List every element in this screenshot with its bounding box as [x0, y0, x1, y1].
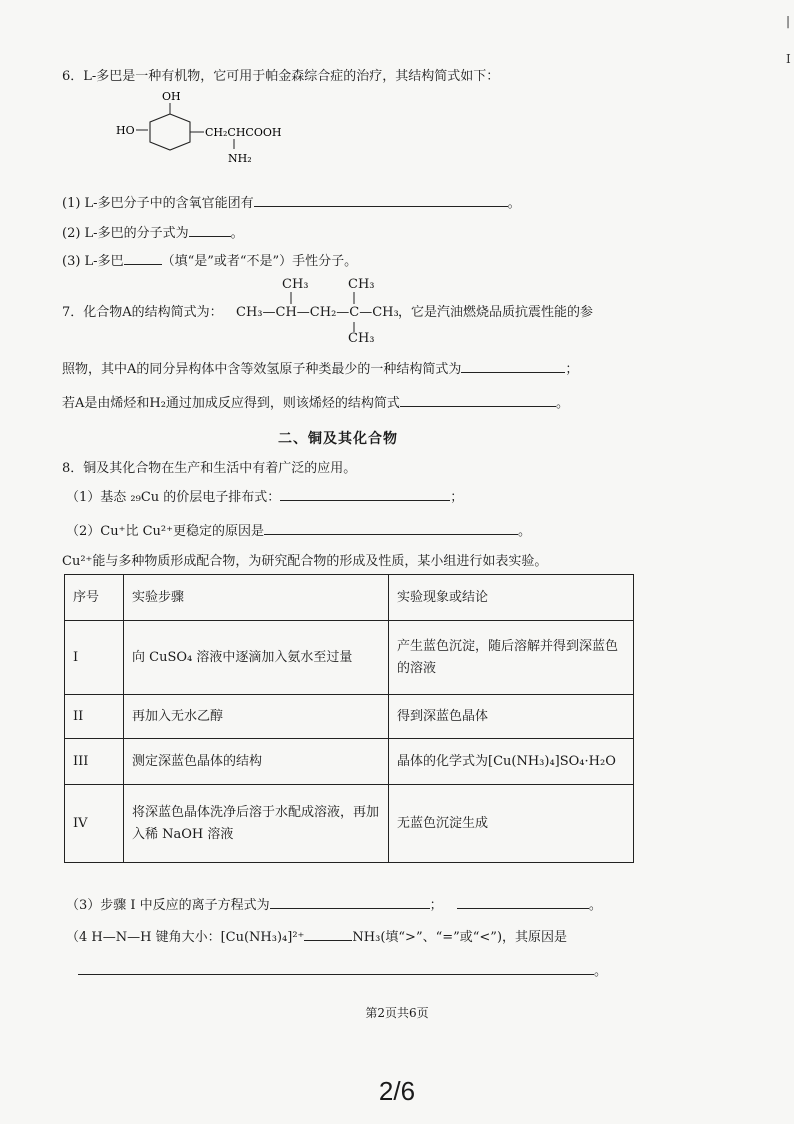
q7-stem-b: ，它是汽油燃烧品质抗震性能的参: [398, 305, 594, 320]
answer-blank[interactable]: [254, 194, 508, 207]
row-number: III: [65, 739, 124, 785]
row-result: 无蓝色沉淀生成: [389, 785, 634, 863]
answer-blank[interactable]: [189, 224, 231, 237]
benzene-ring: [150, 114, 190, 150]
q8-stem: 8．铜及其化合物在生产和生活中有着广泛的应用。: [62, 461, 357, 476]
ch3-top-2: CH₃: [348, 277, 375, 292]
header-cell: 序号: [65, 575, 124, 621]
page-footer: 第2页共6页: [365, 1006, 429, 1020]
table-row: [65, 621, 634, 695]
answer-blank[interactable]: [264, 522, 518, 535]
answer-blank[interactable]: [400, 394, 556, 407]
header-cell: 实验步骤: [124, 575, 389, 621]
ch3-top-1: CH₃: [282, 277, 309, 292]
answer-blank[interactable]: [304, 928, 352, 941]
row-result: 晶体的化学式为[Cu(NH₃)₄]SO₄·H₂O: [389, 739, 634, 785]
q8-sub3: （3）步骤 I 中反应的离子方程式为 ； 。: [66, 898, 602, 913]
row-number: I: [65, 621, 124, 695]
q7-line2: 照物，其中A的同分异构体中含等效氢原子种类最少的一种结构简式为 ；: [62, 362, 579, 377]
q6-sub2: (2) L-多巴的分子式为 。: [62, 226, 244, 241]
formula-main-chain: CH₃—CH—CH₂—C—CH₃: [236, 305, 399, 320]
margin-mark: I: [786, 52, 791, 66]
row-step: 测定深蓝色晶体的结构: [124, 739, 389, 785]
q8-sub1: （1）基态 ₂₉Cu 的价层电子排布式： ；: [66, 490, 464, 505]
answer-blank[interactable]: [124, 252, 162, 265]
section-title: 二、铜及其化合物: [278, 431, 398, 447]
row-number: IV: [65, 785, 124, 863]
row-number: II: [65, 695, 124, 739]
header-cell: 实验现象或结论: [389, 575, 634, 621]
q8-intro: Cu²⁺能与多种物质形成配合物，为研究配合物的形成及性质，某小组进行如表实验。: [62, 554, 548, 569]
q6-stem: 6．L-多巴是一种有机物，它可用于帕金森综合症的治疗，其结构简式如下：: [62, 69, 500, 84]
ch3-bottom: CH₃: [348, 331, 375, 346]
answer-blank[interactable]: [280, 488, 450, 501]
q6-sub1: (1) L-多巴分子中的含氧官能团有 。: [62, 196, 521, 211]
row-result: 产生蓝色沉淀，随后溶解并得到深蓝色的溶液: [389, 621, 634, 695]
ho-label: HO: [116, 124, 135, 137]
margin-mark: |: [786, 14, 791, 28]
answer-blank[interactable]: [270, 896, 430, 909]
answer-blank[interactable]: [78, 962, 594, 975]
table-row: [65, 695, 634, 739]
oh-label: OH: [162, 90, 181, 103]
answer-blank[interactable]: [461, 360, 565, 373]
l-dopa-structure: [110, 86, 310, 166]
table-header-row: [65, 575, 634, 621]
experiment-table: [64, 574, 634, 863]
table-row: [65, 739, 634, 785]
page-indicator: 2/6: [378, 1076, 416, 1106]
nh2-label: NH₂: [228, 152, 252, 165]
row-step: 将深蓝色晶体洗净后溶于水配成溶液，再加入稀 NaOH 溶液: [124, 785, 389, 863]
row-step: 再加入无水乙醇: [124, 695, 389, 739]
row-step: 向 CuSO₄ 溶液中逐滴加入氨水至过量: [124, 621, 389, 695]
q8-sub4-answer-line: 。: [78, 962, 607, 981]
side-chain-label: CH₂CHCOOH: [205, 126, 282, 139]
q6-sub3: (3) L-多巴 （填“是”或者“不是”）手性分子。: [62, 254, 358, 269]
q8-sub2: （2）Cu⁺比 Cu²⁺更稳定的原因是 。: [66, 524, 531, 539]
answer-blank[interactable]: [457, 896, 589, 909]
q7-stem: 7．化合物A的结构简式为：: [62, 305, 223, 320]
row-result: 得到深蓝色晶体: [389, 695, 634, 739]
q7-line3: 若A是由烯烃和H₂通过加成反应得到，则该烯烃的结构简式 。: [62, 396, 569, 411]
table-row: [65, 785, 634, 863]
q8-sub4: （4 H—N—H 键角大小：[Cu(NH₃)₄]²⁺ NH₃(填“>”、“=”或“<”)，其原因是: [66, 930, 568, 945]
